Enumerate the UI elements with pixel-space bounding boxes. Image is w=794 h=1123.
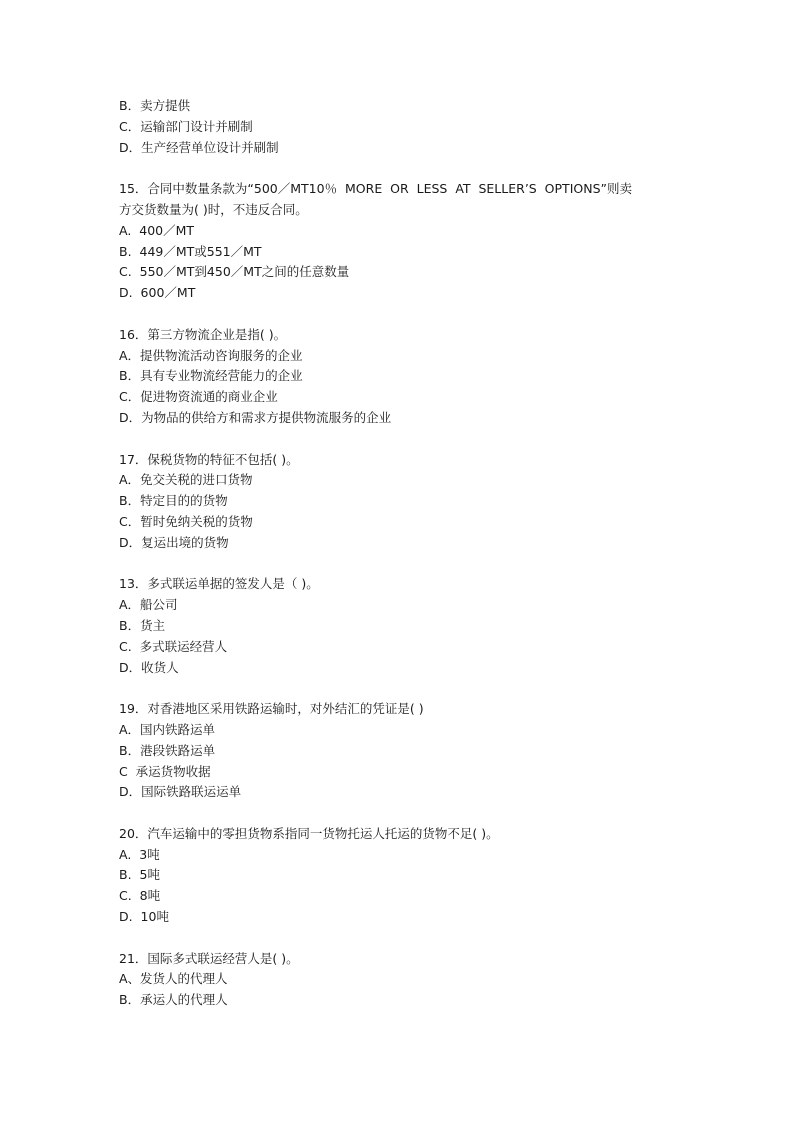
question-title-cont: 方交货数量为( )时，不违反合同。 xyxy=(119,201,308,217)
question-title: 17．保税货物的特征不包括( )。 xyxy=(119,451,299,467)
option-a: A．提供物流活动咨询服务的企业 xyxy=(119,347,303,363)
option-line: D．生产经营单位设计并刷制 xyxy=(119,139,279,155)
option-line: C．运输部门设计并刷制 xyxy=(119,118,253,134)
option-d: D. 600／MT xyxy=(119,285,196,301)
option-b: B．承运人的代理人 xyxy=(119,992,228,1008)
option-c: C. 8吨 xyxy=(119,888,161,904)
option-c: C. 多式联运经营人 xyxy=(119,638,228,654)
question-16 xyxy=(119,325,699,429)
option-d: D. 10吨 xyxy=(119,909,169,925)
question-13 xyxy=(119,574,699,678)
option-b: B．具有专业物流经营能力的企业 xyxy=(119,368,303,384)
option-b: B. 5吨 xyxy=(119,867,160,883)
option-d: D．复运出境的货物 xyxy=(119,534,229,550)
question-20 xyxy=(119,824,699,928)
question-17 xyxy=(119,450,699,554)
option-a: A、发货人的代理人 xyxy=(119,971,228,987)
option-a: A．船公司 xyxy=(119,597,178,613)
option-a: A．国内铁路运单 xyxy=(119,721,216,737)
option-d: D．为物品的供给方和需求方提供物流服务的企业 xyxy=(119,409,392,425)
option-b: B．港段铁路运单 xyxy=(119,742,216,758)
option-a: A. 3吨 xyxy=(119,846,160,862)
option-d: D．收货人 xyxy=(119,659,179,675)
question-title: 21．国际多式联运经营人是( )。 xyxy=(119,950,299,966)
document-content xyxy=(119,96,699,1011)
option-a: A. 400／MT xyxy=(119,222,195,238)
option-c: C 承运货物收据 xyxy=(119,763,211,779)
option-b: B．货主 xyxy=(119,617,166,633)
question-19 xyxy=(119,699,699,803)
option-line: B．卖方提供 xyxy=(119,98,191,113)
leading-options xyxy=(119,96,699,158)
option-c: C. 550／MT到450／MT之间的任意数量 xyxy=(119,264,350,280)
question-title: 16．第三方物流企业是指( )。 xyxy=(119,326,287,342)
option-c: C．暂时免纳关税的货物 xyxy=(119,513,253,529)
option-d: D．国际铁路联运运单 xyxy=(119,784,242,800)
question-title: 20．汽车运输中的零担货物系指同一货物托运人托运的货物不足( )。 xyxy=(119,825,499,841)
question-15 xyxy=(119,179,699,304)
option-c: C．促进物资流通的商业企业 xyxy=(119,389,278,405)
question-title: 19．对香港地区采用铁路运输时，对外结汇的凭证是( ) xyxy=(119,701,424,717)
option-b: B. 449／MT或551／MT xyxy=(119,243,262,259)
question-21 xyxy=(119,949,699,1011)
question-title: 13．多式联运单据的签发人是（ )。 xyxy=(119,576,319,592)
option-a: A．免交关税的进口货物 xyxy=(119,472,253,488)
option-b: B．特定目的的货物 xyxy=(119,493,228,509)
question-title: 15．合同中数量条款为“500／MT10％ MORE OR LESS AT SELLER’S OPTIONS”则卖 xyxy=(119,181,632,197)
